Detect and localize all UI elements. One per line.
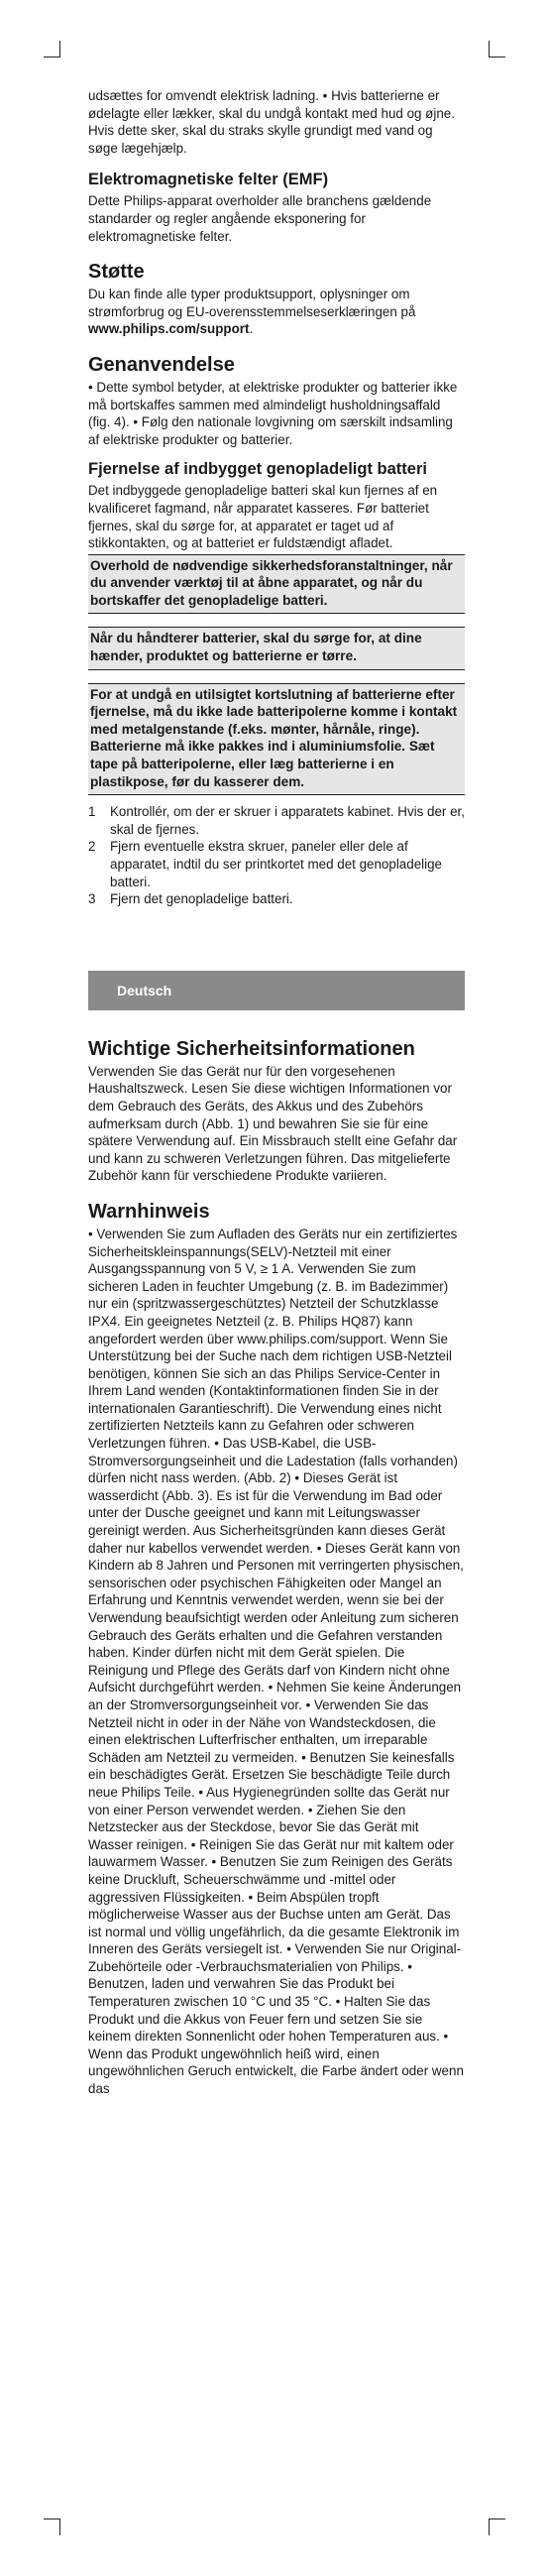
warning-heading: Warnhinweis — [88, 1200, 210, 1223]
battery-removal-heading: Fjernelse af indbygget genopladeligt batteri — [88, 460, 427, 479]
emf-heading: Elektromagnetiske felter (EMF) — [88, 171, 329, 189]
document-page — [88, 87, 465, 2098]
step-text: Kontrollér, om der er skruer i apparatets kabinet. Hvis der er, skal de fjernes. — [110, 804, 465, 837]
support-paragraph — [88, 286, 465, 338]
step-text: Fjern eventuelle ekstra skruer, paneler eller dele af apparatet, indtil du ser printkortet med det genopladelige batteri. — [110, 839, 442, 889]
warning-note: Når du håndterer batterier, skal du sørge for, at dine hænder, produktet og batterierne er tørre. — [88, 627, 465, 669]
support-heading: Støtte — [88, 261, 145, 284]
safety-heading: Wichtige Sicherheitsinformationen — [88, 1037, 415, 1060]
crop-mark — [489, 57, 505, 58]
emf-paragraph: Dette Philips-apparat overholder alle branchens gældende standarder og regler angående eksponering for elektromagnetiske felter. — [88, 193, 432, 244]
step-number: 1 — [88, 804, 96, 820]
step-text: Fjern det genopladelige batteri. — [110, 891, 293, 907]
safety-paragraph: Verwenden Sie das Gerät nur für den vorgesehenen Haushaltszweck. Lesen Sie diese wichtigen Informationen vor dem Gebrauch des Geräts, des Akkus und des Zubehörs aufmerksam durch (Abb. 1) und bewahren Sie sie für eine spätere Verwendung auf. Ein Missbrauch stellt eine Gefahr dar und kann zu schweren Verletzungen führen. Das mitgelieferte Zubehör kann für verschiedene Produkte variieren. — [88, 1063, 458, 1184]
crop-mark — [489, 2518, 505, 2519]
support-end: . — [249, 321, 254, 337]
step-number: 3 — [88, 891, 96, 907]
recycling-paragraph: • Dette symbol betyder, at elektriske produkter og batterier ikke må bortskaffes sammen med almindeligt husholdningsaffald (fig. 4). • Følg den nationale lovgivning om særskilt indsamling af elektriske produkter og batterier. — [88, 379, 458, 447]
warning-note: Overhold de nødvendige sikkerhedsforanstaltninger, når du anvender værktøj til at åbne apparatet, og når du bortskaffer det genopladelige batteri. — [88, 554, 465, 615]
crop-mark — [489, 2518, 490, 2535]
warning-note: For at undgå en utilsigtet kortslutning af batterierne efter fjernelse, må du ikke lade batteripolerne komme i kontakt med metalgenstande (f.eks. mønter, hårnåle, ringe). Batterierne må ikke pakkes ind i aluminiumsfolie. Sæt tape på batteripolerne, eller læg batterierne i en plastikpose, før du kasserer dem. — [88, 683, 465, 796]
crop-mark — [44, 57, 60, 58]
battery-removal-paragraph: Det indbyggede genopladelige batteri skal kun fjernes af en kvalificeret fagmand, når apparatet kasseres. Før batteriet fjernes, skal du sørge for, at apparatet er taget ud af stikkontakten, og at batteriet er fuldstændigt afladet. — [88, 483, 438, 551]
support-text: Du kan finde alle typer produktsupport, oplysninger om strømforbrug og EU-overensstemmelseserklæringen på — [88, 287, 416, 319]
support-link[interactable]: www.philips.com/support — [88, 321, 250, 337]
crop-mark — [59, 2518, 60, 2535]
removal-steps — [88, 803, 465, 908]
crop-mark — [489, 41, 490, 58]
step-item — [88, 838, 465, 890]
step-item — [88, 803, 465, 838]
warning-paragraph: • Verwenden Sie zum Aufladen des Geräts nur ein zertifiziertes Sicherheitskleinspannungs(SELV)-Netzteil mit einer Ausgangsspannung von 5 V, ≥ 1 A. Verwenden Sie zum sicheren Laden in feuchter Umgebung (z. B. im Badezimmer) nur ein (spritzwassergeschütztes) Netzteil der Schutzklasse IPX4. Ein geeignetes Netzteil (z. B. Philips HQ87) kann angefordert werden über www.philips.com/support. Wenn Sie Unterstützung bei der Suche nach dem richtigen USB-Netzteil benötigen, können Sie sich an das Philips Service-Center in Ihrem Land wenden (Kontaktinformationen finden Sie in der internationalen Garantieschrift). Die Verwendung eines nicht zertifizierten Netzteils kann zu Gefahren oder schweren Verletzungen führen. • Das USB-Kabel, die USB-Stromversorgungseinheit und die Ladestation (falls vorhanden) dürfen nicht nass werden. (Abb. 2) • Dieses Gerät ist wasserdicht (Abb. 3). Es ist für die Verwendung im Bad oder unter der Dusche geeignet und kann mit Leitungswasser gereinigt werden. Aus Sicherheitsgründen kann dieses Gerät daher nur kabellos verwendet werden. • Dieses Gerät kann von Kindern ab 8 Jahren und Personen mit verringerten physischen, sensorischen oder psychischen Fähigkeiten oder Mangel an Erfahrung und Kenntnis verwendet werden, wenn sie bei der Verwendung beaufsichtigt werden oder Anleitung zum sicheren Gebrauch des Geräts erhalten und die Gefahren verstanden haben. Kinder dürfen nicht mit dem Gerät spielen. Die Reinigung und Pflege des Geräts darf von Kindern nicht ohne Aufsicht durchgeführt werden. • Nehmen Sie keine Änderungen an der Stromversorgungseinheit vor. • Verwenden Sie das Netzteil nicht in oder in der Nähe von Wandsteckdosen, die einen elektrischen Lufterfrischer enthalten, um irreparable Schäden am Netzteil zu vermeiden. • Benutzen Sie keinesfalls ein beschädigtes Gerät. Ersetzen Sie beschädigte Teile durch neue Philips Teile. • Aus Hygienegründen sollte das Gerät nur von einer Person verwendet werden. • Ziehen Sie den Netzstecker aus der Steckdose, bevor Sie das Gerät mit Wasser reinigen. • Reinigen Sie das Gerät nur mit kaltem oder lauwarmem Wasser. • Benutzen Sie zum Reinigen des Geräts keine Druckluft, Scheuerschwämme und -mittel oder aggressiven Flüssigkeiten. • Beim Abspülen tropft möglicherweise Wasser aus der Buchse unten am Gerät. Das ist normal und völlig ungefährlich, da die gesamte Elektronik im Inneren des Geräts versiegelt ist. • Verwenden Sie nur Original-Zubehörteile oder -Verbrauchsmaterialien von Philips. • Benutzen, laden und verwahren Sie das Produkt bei Temperaturen zwischen 10 °C und 35 °C. • Halten Sie das Produkt und die Akkus von Feuer fern und setzen Sie sie keinem direkten Sonnenlicht oder hohen Temperaturen aus. • Wenn das Produkt ungewöhnlich heiß wird, einen ungewöhnlichen Geruch entwickelt, die Farbe ändert oder wenn das — [88, 1226, 464, 2097]
step-item — [88, 890, 465, 908]
crop-mark — [59, 41, 60, 58]
crop-mark — [44, 2518, 60, 2519]
intro-paragraph: udsættes for omvendt elektrisk ladning. • Hvis batterierne er ødelagte eller lækker, skal du undgå kontakt med hud og øjne. Hvis dette sker, skal du straks skylle grundigt med vand og søge lægehjælp. — [88, 88, 455, 156]
language-tab: Deutsch — [88, 971, 465, 1010]
step-number: 2 — [88, 839, 96, 855]
recycling-heading: Genanvendelse — [88, 353, 235, 376]
